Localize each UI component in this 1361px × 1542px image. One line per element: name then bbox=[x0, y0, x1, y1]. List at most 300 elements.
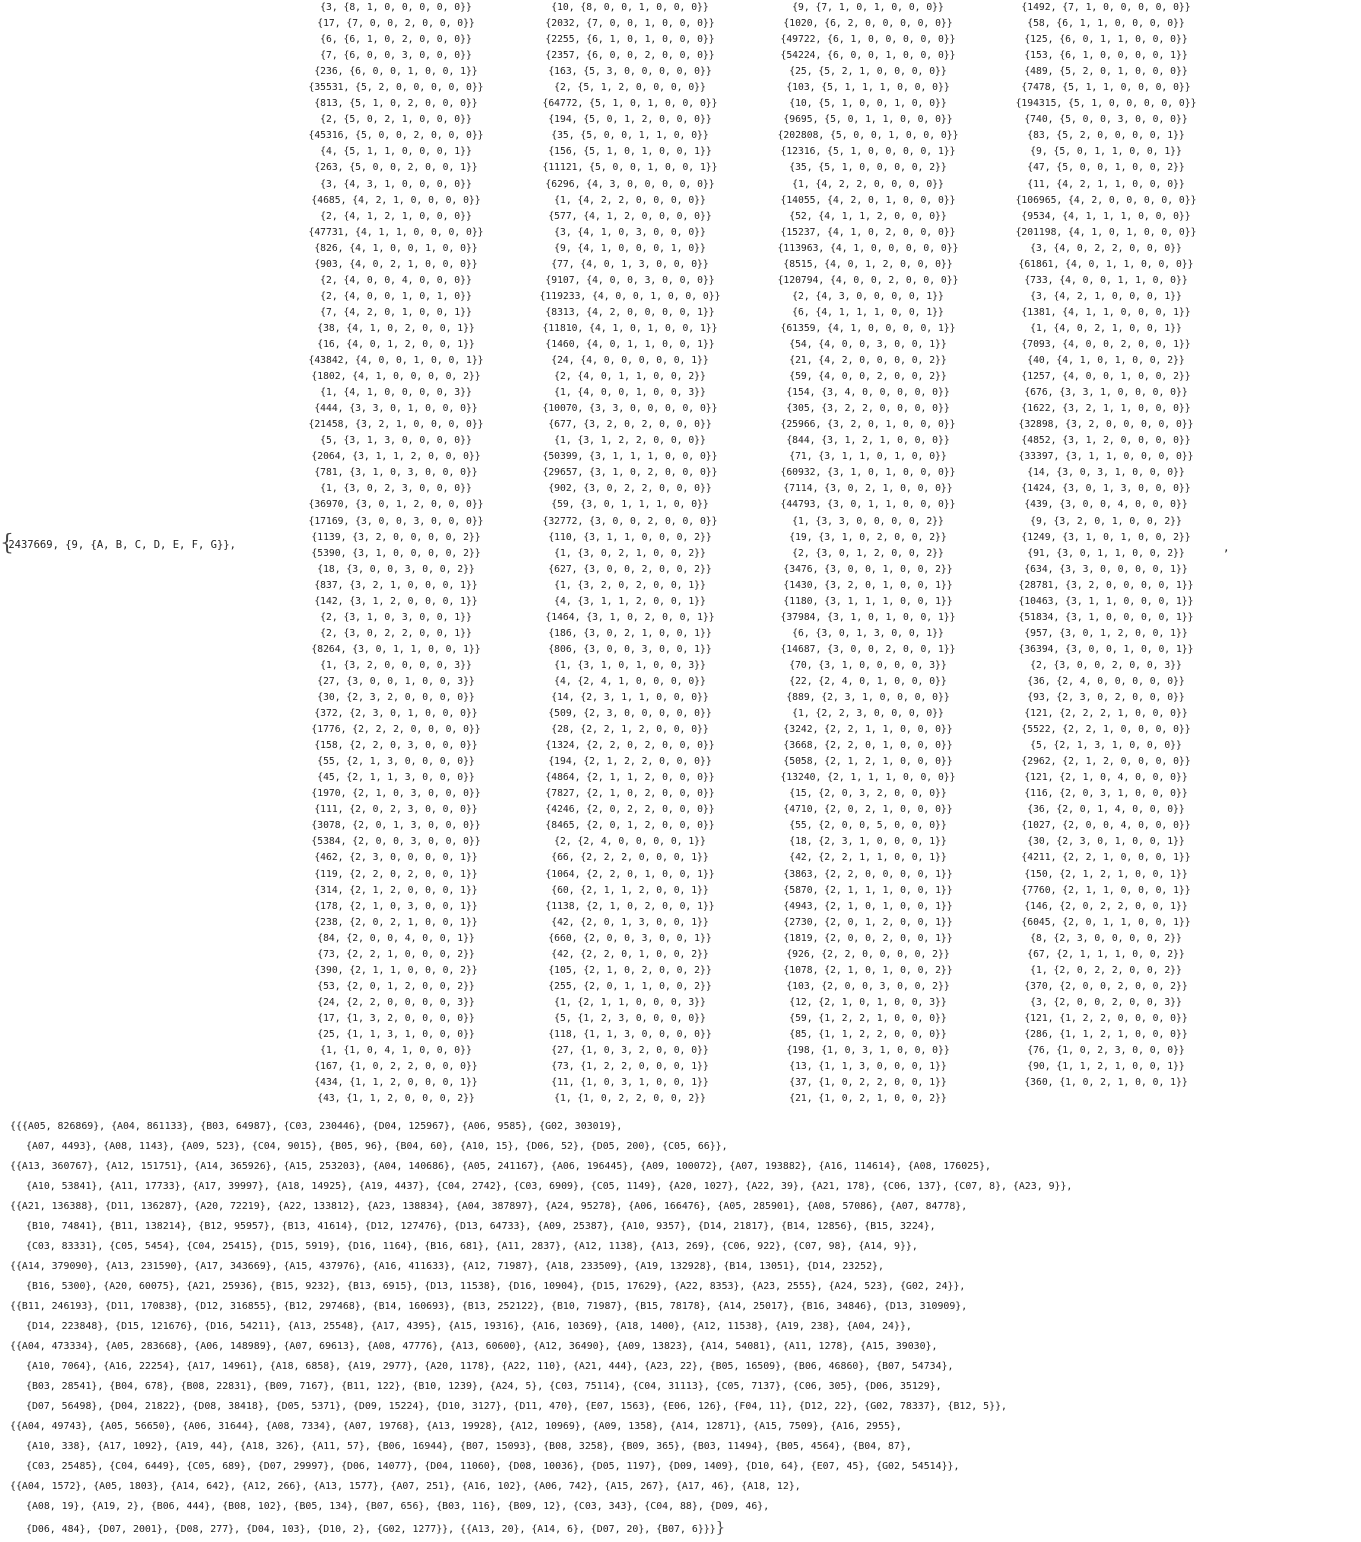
matrix-cell: {1064, {2, 2, 0, 1, 0, 0, 1}} bbox=[545, 868, 715, 880]
matrix-cell: {2064, {3, 1, 1, 2, 0, 0, 0}} bbox=[311, 451, 481, 463]
matrix-cell: {8, {2, 3, 0, 0, 0, 0, 2}} bbox=[1030, 932, 1182, 944]
matrix-cell: {1, {2, 2, 3, 0, 0, 0, 0}} bbox=[792, 708, 944, 720]
matrix-cell: {4211, {2, 2, 1, 0, 0, 0, 1}} bbox=[1021, 852, 1191, 864]
matrix-cell: {67, {2, 1, 1, 1, 0, 0, 2}} bbox=[1027, 948, 1185, 960]
matrix-cell: {5390, {3, 1, 0, 0, 0, 0, 2}} bbox=[311, 547, 481, 559]
result-line-text: {A10, 338}, {A17, 1092}, {A19, 44}, {A18, 326}, {A11, 57}, {B06, 16944}, {B07, 15093}, {B08, 3258}, {B09, 365}, {B03, 11494}, {B05, 4564}, {B04, 87}, bbox=[26, 1441, 912, 1452]
matrix-cell: {194315, {5, 1, 0, 0, 0, 0, 0}} bbox=[1015, 98, 1197, 110]
matrix-cell: {844, {3, 1, 2, 1, 0, 0, 0}} bbox=[786, 435, 950, 447]
matrix-cell: {509, {2, 3, 0, 0, 0, 0, 0}} bbox=[548, 708, 712, 720]
matrix-cell: {5, {1, 2, 3, 0, 0, 0, 0}} bbox=[554, 1012, 706, 1024]
matrix-cell: {14055, {4, 2, 0, 1, 0, 0, 0}} bbox=[780, 194, 956, 206]
matrix-cell: {902, {3, 0, 2, 2, 0, 0, 0}} bbox=[548, 483, 712, 495]
matrix-cell: {1138, {2, 1, 0, 2, 0, 0, 1}} bbox=[545, 900, 715, 912]
matrix-cell: {17, {7, 0, 0, 2, 0, 0, 0}} bbox=[317, 18, 475, 30]
matrix-cell: {47, {5, 0, 0, 1, 0, 0, 2}} bbox=[1027, 162, 1185, 174]
matrix-cell: {11810, {4, 1, 0, 1, 0, 0, 1}} bbox=[542, 322, 718, 334]
matrix-cell: {158, {2, 2, 0, 3, 0, 0, 0}} bbox=[314, 740, 478, 752]
matrix-cell: {38, {4, 1, 0, 2, 0, 0, 1}} bbox=[317, 322, 475, 334]
matrix-cell: {119233, {4, 0, 0, 1, 0, 0, 0}} bbox=[539, 290, 721, 302]
matrix-cell: {121, {2, 1, 0, 4, 0, 0, 0}} bbox=[1024, 772, 1188, 784]
matrix-cell: {9, {7, 1, 0, 1, 0, 0, 0}} bbox=[792, 2, 944, 13]
matrix-cell: {15237, {4, 1, 0, 2, 0, 0, 0}} bbox=[780, 226, 956, 238]
result-line bbox=[10, 1517, 1358, 1537]
matrix-cell: {462, {2, 3, 0, 0, 0, 0, 1}} bbox=[314, 852, 478, 864]
matrix-cell: {25966, {3, 2, 0, 1, 0, 0, 0}} bbox=[780, 419, 956, 431]
matrix-cell: {58, {6, 1, 1, 0, 0, 0, 0}} bbox=[1027, 18, 1185, 30]
matrix-cell: {43842, {4, 0, 0, 1, 0, 0, 1}} bbox=[308, 355, 484, 367]
matrix-cell: {3, {4, 0, 2, 2, 0, 0, 0}} bbox=[1030, 242, 1182, 254]
matrix-cell: {32898, {3, 2, 0, 0, 0, 0, 0}} bbox=[1018, 419, 1194, 431]
result-line-text: {B10, 74841}, {B11, 138214}, {B12, 95957}, {B13, 41614}, {D12, 127476}, {D13, 64733}, {A09, 25387}, {A10, 9357}, {D14, 21817}, {B14, 12856}, {B15, 3224}, bbox=[26, 1221, 936, 1232]
matrix-cell: {1, {3, 0, 2, 1, 0, 0, 2}} bbox=[554, 547, 706, 559]
matrix-cell: {4246, {2, 0, 2, 2, 0, 0, 0}} bbox=[545, 804, 715, 816]
matrix-cell: {118, {1, 1, 3, 0, 0, 0, 0}} bbox=[548, 1029, 712, 1040]
matrix-cell: {61359, {4, 1, 0, 0, 0, 0, 1}} bbox=[780, 322, 956, 334]
result-line bbox=[10, 1137, 1358, 1157]
matrix-cell: {53, {2, 0, 1, 2, 0, 0, 2}} bbox=[317, 980, 475, 992]
matrix-cell: {1020, {6, 2, 0, 0, 0, 0, 0}} bbox=[783, 18, 953, 30]
matrix-cell: {4685, {4, 2, 1, 0, 0, 0, 0}} bbox=[311, 194, 481, 206]
matrix-cell: {13240, {2, 1, 1, 1, 0, 0, 0}} bbox=[780, 772, 956, 784]
matrix-cell: {7093, {4, 0, 0, 2, 0, 0, 1}} bbox=[1021, 338, 1191, 350]
matrix-cell: {957, {3, 0, 1, 2, 0, 0, 1}} bbox=[1024, 627, 1188, 639]
matrix-cell: {2730, {2, 0, 1, 2, 0, 0, 1}} bbox=[783, 916, 953, 928]
matrix-cell: {1, {4, 0, 0, 1, 0, 0, 3}} bbox=[554, 387, 706, 399]
matrix-cell: {150, {2, 1, 2, 1, 0, 0, 1}} bbox=[1024, 868, 1188, 880]
matrix-cell: {186, {3, 0, 2, 1, 0, 0, 1}} bbox=[548, 627, 712, 639]
matrix-cell: {740, {5, 0, 0, 3, 0, 0, 0}} bbox=[1024, 114, 1188, 126]
matrix-cell: {1, {1, 0, 2, 2, 0, 0, 2}} bbox=[554, 1093, 706, 1105]
matrix-cell: {153, {6, 1, 0, 0, 0, 0, 1}} bbox=[1024, 50, 1188, 62]
matrix-cell: {10, {5, 1, 0, 0, 1, 0, 0}} bbox=[789, 98, 947, 110]
result-line-text: {{A04, 49743}, {A05, 56650}, {A06, 31644}, {A08, 7334}, {A07, 19768}, {A13, 19928}, {A12, 10969}, {A09, 1358}, {A14, 12871}, {A15, 7509}, {A16, 2955}, bbox=[10, 1421, 902, 1432]
trailing-comma: , bbox=[1223, 541, 1230, 554]
matrix-cell: {1078, {2, 1, 0, 1, 0, 0, 2}} bbox=[783, 964, 953, 976]
result-line bbox=[10, 1157, 1358, 1177]
result-line bbox=[10, 1217, 1358, 1237]
matrix-cell: {22, {2, 4, 0, 1, 0, 0, 0}} bbox=[789, 675, 947, 687]
matrix-cell: {111, {2, 0, 2, 3, 0, 0, 0}} bbox=[314, 804, 478, 816]
result-line bbox=[10, 1177, 1358, 1197]
matrix-cell: {93, {2, 3, 0, 2, 0, 0, 0}} bbox=[1027, 692, 1185, 704]
matrix-cell: {2962, {2, 1, 2, 0, 0, 0, 0}} bbox=[1021, 756, 1191, 768]
matrix-cell: {14, {2, 3, 1, 1, 0, 0, 0}} bbox=[551, 692, 709, 704]
matrix-cell: {14687, {3, 0, 0, 2, 0, 0, 1}} bbox=[780, 643, 956, 655]
matrix-cell: {21, {1, 0, 2, 1, 0, 0, 2}} bbox=[789, 1093, 947, 1105]
matrix-cell: {4864, {2, 1, 1, 2, 0, 0, 0}} bbox=[545, 772, 715, 784]
result-line bbox=[10, 1437, 1358, 1457]
result-line bbox=[10, 1477, 1358, 1497]
matrix-cell: {2, {4, 1, 2, 1, 0, 0, 0}} bbox=[320, 210, 472, 222]
matrix-cell: {7478, {5, 1, 1, 0, 0, 0, 0}} bbox=[1021, 82, 1191, 94]
matrix-cell: {2, {3, 0, 2, 2, 0, 0, 1}} bbox=[320, 627, 472, 639]
matrix-cell: {263, {5, 0, 0, 2, 0, 0, 1}} bbox=[314, 162, 478, 174]
matrix-cell: {15, {2, 0, 3, 2, 0, 0, 0}} bbox=[789, 788, 947, 800]
matrix-cell: {1257, {4, 0, 0, 1, 0, 0, 2}} bbox=[1021, 371, 1191, 383]
matrix-cell: {49722, {6, 1, 0, 0, 0, 0, 0}} bbox=[780, 34, 956, 46]
matrix-cell: {2, {5, 0, 2, 1, 0, 0, 0}} bbox=[320, 114, 472, 126]
matrix-cell: {2, {4, 0, 1, 1, 0, 0, 2}} bbox=[554, 371, 706, 383]
matrix-cell: {71, {3, 1, 1, 0, 1, 0, 0}} bbox=[789, 451, 947, 463]
matrix-cell: {125, {6, 0, 1, 1, 0, 0, 0}} bbox=[1024, 34, 1188, 46]
result-line bbox=[10, 1297, 1358, 1317]
open-brace: { bbox=[0, 531, 14, 556]
matrix-cell: {194, {5, 0, 1, 2, 0, 0, 0}} bbox=[548, 114, 712, 126]
matrix-cell: {634, {3, 3, 0, 0, 0, 0, 1}} bbox=[1024, 563, 1188, 575]
matrix-cell: {4852, {3, 1, 2, 0, 0, 0, 0}} bbox=[1021, 435, 1191, 447]
matrix-cell: {90, {1, 1, 2, 1, 0, 0, 1}} bbox=[1027, 1061, 1185, 1073]
matrix-cell: {37984, {3, 1, 0, 1, 0, 0, 1}} bbox=[780, 611, 956, 623]
matrix-cell: {1, {4, 0, 2, 1, 0, 0, 1}} bbox=[1030, 322, 1182, 334]
matrix-cell: {6, {4, 1, 1, 1, 0, 0, 1}} bbox=[792, 306, 944, 318]
matrix-cell: {64772, {5, 1, 0, 1, 0, 0, 0}} bbox=[542, 98, 718, 110]
matrix-cell: {1027, {2, 0, 0, 4, 0, 0, 0}} bbox=[1021, 820, 1191, 832]
matrix-cell: {7114, {3, 0, 2, 1, 0, 0, 0}} bbox=[783, 483, 953, 495]
matrix-cell: {1, {4, 2, 2, 0, 0, 0, 0}} bbox=[792, 178, 944, 190]
matrix-cell: {1424, {3, 0, 1, 3, 0, 0, 0}} bbox=[1021, 483, 1191, 495]
matrix-cell: {91, {3, 0, 1, 1, 0, 0, 2}} bbox=[1027, 547, 1185, 559]
result-line-text: {C03, 25485}, {C04, 6449}, {C05, 689}, {D07, 29997}, {D06, 14077}, {D04, 11060}, {D08, 10036}, {D05, 1197}, {D09, 1409}, {D10, 64}, {E07, 45}, {G02, 54514}}, bbox=[26, 1461, 960, 1472]
matrix-cell: {18, {3, 0, 0, 3, 0, 0, 2}} bbox=[317, 563, 475, 575]
matrix-cell: {163, {5, 3, 0, 0, 0, 0, 0}} bbox=[548, 66, 712, 78]
matrix-cell: {813, {5, 1, 0, 2, 0, 0, 0}} bbox=[314, 98, 478, 110]
matrix-cell: {60, {2, 1, 1, 2, 0, 0, 1}} bbox=[551, 884, 709, 896]
matrix-cell: {32772, {3, 0, 0, 2, 0, 0, 0}} bbox=[542, 515, 718, 527]
matrix-cell: {76, {1, 0, 2, 3, 0, 0, 0}} bbox=[1027, 1045, 1185, 1057]
matrix-cell: {25, {1, 1, 3, 1, 0, 0, 0}} bbox=[317, 1029, 475, 1040]
matrix-cell: {2, {5, 1, 2, 0, 0, 0, 0}} bbox=[554, 82, 706, 94]
matrix-cell: {660, {2, 0, 0, 3, 0, 0, 1}} bbox=[548, 932, 712, 944]
result-line bbox=[10, 1257, 1358, 1277]
matrix-cell: {11, {4, 2, 1, 1, 0, 0, 0}} bbox=[1027, 178, 1185, 190]
matrix-cell: {30, {2, 3, 0, 1, 0, 0, 1}} bbox=[1027, 836, 1185, 848]
result-line bbox=[10, 1497, 1358, 1517]
matrix-cell: {3, {2, 0, 0, 2, 0, 0, 3}} bbox=[1030, 996, 1182, 1008]
matrix-cell: {103, {5, 1, 1, 1, 0, 0, 0}} bbox=[786, 82, 950, 94]
matrix-cell: {3, {4, 3, 1, 0, 0, 0, 0}} bbox=[320, 178, 472, 190]
result-line bbox=[10, 1457, 1358, 1477]
matrix-cell: {1430, {3, 2, 0, 1, 0, 0, 1}} bbox=[783, 579, 953, 591]
matrix-cell: {6296, {4, 3, 0, 0, 0, 0, 0}} bbox=[545, 178, 715, 190]
matrix-cell: {1, {2, 0, 2, 2, 0, 0, 2}} bbox=[1030, 964, 1182, 976]
result-line bbox=[10, 1417, 1358, 1437]
matrix-cell: {444, {3, 3, 0, 1, 0, 0, 0}} bbox=[314, 403, 478, 415]
matrix-cell: {2, {4, 3, 0, 0, 0, 0, 1}} bbox=[792, 290, 944, 302]
matrix-cell: {676, {3, 3, 1, 0, 0, 0, 0}} bbox=[1024, 387, 1188, 399]
matrix-cell: {1324, {2, 2, 0, 2, 0, 0, 0}} bbox=[545, 740, 715, 752]
matrix-cell: {47731, {4, 1, 1, 0, 0, 0, 0}} bbox=[308, 226, 484, 238]
matrix-cell: {103, {2, 0, 0, 3, 0, 0, 2}} bbox=[786, 980, 950, 992]
matrix-cell: {1249, {3, 1, 0, 1, 0, 0, 2}} bbox=[1021, 531, 1191, 543]
matrix-cell: {6, {3, 0, 1, 3, 0, 0, 1}} bbox=[792, 627, 944, 639]
matrix-cell: {121, {1, 2, 2, 0, 0, 0, 0}} bbox=[1024, 1012, 1188, 1024]
matrix-cell: {28, {2, 2, 1, 2, 0, 0, 0}} bbox=[551, 724, 709, 736]
matrix-cell: {30, {2, 3, 2, 0, 0, 0, 0}} bbox=[317, 692, 475, 704]
matrix-cell: {1776, {2, 2, 2, 0, 0, 0, 0}} bbox=[311, 724, 481, 736]
matrix-cell: {201198, {4, 1, 0, 1, 0, 0, 0}} bbox=[1015, 226, 1197, 238]
matrix-cell: {40, {4, 1, 0, 1, 0, 0, 2}} bbox=[1027, 355, 1185, 367]
matrix-cell: {4943, {2, 1, 0, 1, 0, 0, 1}} bbox=[783, 900, 953, 912]
matrix-cell: {903, {4, 0, 2, 1, 0, 0, 0}} bbox=[314, 258, 478, 270]
matrix-cell: {733, {4, 0, 0, 1, 1, 0, 0}} bbox=[1024, 274, 1188, 286]
matrix-cell: {59, {4, 0, 0, 2, 0, 0, 2}} bbox=[789, 371, 947, 383]
matrix-cell: {7760, {2, 1, 1, 0, 0, 0, 1}} bbox=[1021, 884, 1191, 896]
matrix-cell: {42, {2, 2, 1, 1, 0, 0, 1}} bbox=[789, 852, 947, 864]
matrix-cell: {36, {2, 4, 0, 0, 0, 0, 0}} bbox=[1027, 675, 1185, 687]
matrix-cell: {238, {2, 0, 2, 1, 0, 0, 1}} bbox=[314, 916, 478, 928]
matrix-cell: {60932, {3, 1, 0, 1, 0, 0, 0}} bbox=[780, 467, 956, 479]
matrix-cell: {9, {5, 0, 1, 1, 0, 0, 1}} bbox=[1030, 146, 1182, 158]
matrix-cell: {1, {2, 1, 1, 0, 0, 0, 3}} bbox=[554, 996, 706, 1008]
matrix-cell: {121, {2, 2, 2, 1, 0, 0, 0}} bbox=[1024, 708, 1188, 720]
matrix-cell: {5384, {2, 0, 0, 3, 0, 0, 0}} bbox=[311, 836, 481, 848]
matrix-cell: {439, {3, 0, 0, 4, 0, 0, 0}} bbox=[1024, 499, 1188, 511]
matrix-cell: {2, {2, 4, 0, 0, 0, 0, 1}} bbox=[554, 836, 706, 848]
matrix-cell: {627, {3, 0, 0, 2, 0, 0, 2}} bbox=[548, 563, 712, 575]
matrix-cell: {154, {3, 4, 0, 0, 0, 0, 0}} bbox=[786, 387, 950, 399]
matrix-cell: {9, {3, 2, 0, 1, 0, 0, 2}} bbox=[1030, 515, 1182, 527]
matrix-cell: {77, {4, 0, 1, 3, 0, 0, 0}} bbox=[551, 258, 709, 270]
matrix-cell: {36, {2, 0, 1, 4, 0, 0, 0}} bbox=[1027, 804, 1185, 816]
result-line-text: {B03, 28541}, {B04, 678}, {B08, 22831}, {B09, 7167}, {B11, 122}, {B10, 1239}, {A24, 5}, {C03, 75114}, {C04, 31113}, {C05, 7137}, {C06, 305}, {D06, 35129}, bbox=[26, 1381, 942, 1392]
matrix-cell: {9, {4, 1, 0, 0, 0, 1, 0}} bbox=[554, 242, 706, 254]
result-line-text: {{B11, 246193}, {D11, 170838}, {D12, 316855}, {B12, 297468}, {B14, 160693}, {B13, 252122}, {B10, 71987}, {B15, 78178}, {A14, 25017}, {B16, 34846}, {D13, 310909}, bbox=[10, 1301, 968, 1312]
matrix-cell: {59, {3, 0, 1, 1, 1, 0, 0}} bbox=[551, 499, 709, 511]
result-line-text: {A07, 4493}, {A08, 1143}, {A09, 523}, {C04, 9015}, {B05, 96}, {B04, 60}, {A10, 15}, {D06, 52}, {D05, 200}, {C05, 66}}, bbox=[26, 1141, 728, 1152]
matrix-cell: {198, {1, 0, 3, 1, 0, 0, 0}} bbox=[786, 1045, 950, 1057]
matrix-cell: {1180, {3, 1, 1, 1, 0, 0, 1}} bbox=[783, 595, 953, 607]
matrix-cell: {372, {2, 3, 0, 1, 0, 0, 0}} bbox=[314, 708, 478, 720]
matrix-cell: {2, {3, 1, 0, 3, 0, 0, 1}} bbox=[320, 611, 472, 623]
matrix-column-4 bbox=[1016, 0, 1197, 1091]
matrix-cell: {1492, {7, 1, 0, 0, 0, 0, 0}} bbox=[1021, 2, 1191, 13]
matrix-cell: {6045, {2, 0, 1, 1, 0, 0, 1}} bbox=[1021, 916, 1191, 928]
close-brace: } bbox=[715, 1518, 726, 1536]
result-line-text: {C03, 83331}, {C05, 5454}, {C04, 25415}, {D15, 5919}, {D16, 1164}, {B16, 681}, {A11, 2837}, {A12, 1138}, {A13, 269}, {C06, 922}, {C07, 98}, {A14, 9}}, bbox=[26, 1241, 918, 1252]
matrix-cell: {370, {2, 0, 0, 2, 0, 0, 2}} bbox=[1024, 980, 1188, 992]
matrix-cell: {1622, {3, 2, 1, 1, 0, 0, 0}} bbox=[1021, 403, 1191, 415]
result-line-text: {D07, 56498}, {D04, 21822}, {D08, 38418}, {D05, 5371}, {D09, 15224}, {D10, 3127}, {D11, 470}, {E07, 1563}, {E06, 126}, {F04, 11}, {D12, 22}, {G02, 78337}, {B12, 5}}, bbox=[26, 1401, 1007, 1412]
matrix-cell: {45316, {5, 0, 0, 2, 0, 0, 0}} bbox=[308, 130, 484, 142]
matrix-cell: {3476, {3, 0, 0, 1, 0, 0, 2}} bbox=[783, 563, 953, 575]
matrix-cell: {8515, {4, 0, 1, 2, 0, 0, 0}} bbox=[783, 258, 953, 270]
result-line-text: {{A04, 473334}, {A05, 283668}, {A06, 148989}, {A07, 69613}, {A08, 47776}, {A13, 60600}, {A12, 36490}, {A09, 13823}, {A14, 54081}, {A11, 1278}, {A15, 39030}, bbox=[10, 1341, 938, 1352]
matrix-cell: {305, {3, 2, 2, 0, 0, 0, 0}} bbox=[786, 403, 950, 415]
matrix-cell: {27, {1, 0, 3, 2, 0, 0, 0}} bbox=[551, 1045, 709, 1057]
result-line-text: {{A04, 1572}, {A05, 1803}, {A14, 642}, {A12, 266}, {A13, 1577}, {A07, 251}, {A16, 102}, {A06, 742}, {A15, 267}, {A17, 46}, {A18, 12}, bbox=[10, 1481, 801, 1492]
matrix-cell: {45, {2, 1, 1, 3, 0, 0, 0}} bbox=[317, 772, 475, 784]
matrix-cell: {489, {5, 2, 0, 1, 0, 0, 0}} bbox=[1024, 66, 1188, 78]
matrix-cell: {110, {3, 1, 1, 0, 0, 0, 2}} bbox=[548, 531, 712, 543]
result-line bbox=[10, 1237, 1358, 1257]
matrix-cell: {13, {1, 1, 3, 0, 0, 0, 1}} bbox=[789, 1061, 947, 1073]
matrix-cell: {73, {1, 2, 2, 0, 0, 0, 1}} bbox=[551, 1061, 709, 1073]
matrix-cell: {1970, {2, 1, 0, 3, 0, 0, 0}} bbox=[311, 788, 481, 800]
result-line-text: {B16, 5300}, {A20, 60075}, {A21, 25936}, {B15, 9232}, {B13, 6915}, {D13, 11538}, {D16, 10904}, {D15, 17629}, {A22, 8353}, {A23, 2555}, {A24, 523}, {G02, 24}}, bbox=[26, 1281, 966, 1292]
result-line-text: {A10, 53841}, {A11, 17733}, {A17, 39997}, {A18, 14925}, {A19, 4437}, {C04, 2742}, {C03, 6909}, {C05, 1149}, {A20, 1027}, {A22, 39}, {A21, 178}, {C06, 137}, {C07, 8}, {A23, 9}}, bbox=[26, 1181, 1073, 1192]
matrix-cell: {3, {4, 1, 0, 3, 0, 0, 0}} bbox=[554, 226, 706, 238]
result-line-text: {{A13, 360767}, {A12, 151751}, {A14, 365926}, {A15, 253203}, {A04, 140686}, {A05, 241167}, {A06, 196445}, {A09, 100072}, {A07, 193882}, {A16, 114614}, {A08, 176025}, bbox=[10, 1161, 991, 1172]
matrix-column-3 bbox=[778, 0, 959, 1107]
matrix-cell: {194, {2, 1, 2, 2, 0, 0, 0}} bbox=[548, 756, 712, 768]
result-line-text: {A08, 19}, {A19, 2}, {B06, 444}, {B08, 102}, {B05, 134}, {B07, 656}, {B03, 116}, {B09, 12}, {C03, 343}, {C04, 88}, {D09, 46}, bbox=[26, 1501, 770, 1512]
result-line bbox=[10, 1117, 1358, 1137]
matrix-cell: {286, {1, 1, 2, 1, 0, 0, 0}} bbox=[1024, 1029, 1188, 1040]
matrix-cell: {9107, {4, 0, 0, 3, 0, 0, 0}} bbox=[545, 274, 715, 286]
matrix-cell: {781, {3, 1, 0, 3, 0, 0, 0}} bbox=[314, 467, 478, 479]
matrix-cell: {360, {1, 0, 2, 1, 0, 0, 1}} bbox=[1024, 1077, 1188, 1089]
matrix-cell: {42, {2, 2, 0, 1, 0, 0, 2}} bbox=[551, 948, 709, 960]
matrix-cell: {50399, {3, 1, 1, 1, 0, 0, 0}} bbox=[542, 451, 718, 463]
matrix-cell: {66, {2, 2, 2, 0, 0, 0, 1}} bbox=[551, 852, 709, 864]
matrix-cell: {3668, {2, 2, 0, 1, 0, 0, 0}} bbox=[783, 740, 953, 752]
matrix-cell: {1, {4, 2, 2, 0, 0, 0, 0}} bbox=[554, 194, 706, 206]
result-line bbox=[10, 1197, 1358, 1217]
matrix-cell: {10463, {3, 1, 1, 0, 0, 0, 1}} bbox=[1018, 595, 1194, 607]
matrix-cell: {25, {5, 2, 1, 0, 0, 0, 0}} bbox=[789, 66, 947, 78]
result-line-text: {{A14, 379090}, {A13, 231590}, {A17, 343669}, {A15, 437976}, {A16, 411633}, {A12, 71987}, {A18, 233509}, {A19, 132928}, {B14, 13051}, {D14, 23252}, bbox=[10, 1261, 884, 1272]
prefix-text: 2437669, {9, {A, B, C, D, E, F, G}}, bbox=[8, 539, 236, 551]
matrix-cell: {806, {3, 0, 0, 3, 0, 0, 1}} bbox=[548, 643, 712, 655]
matrix-cell: {178, {2, 1, 0, 3, 0, 0, 1}} bbox=[314, 900, 478, 912]
matrix-cell: {16, {4, 0, 1, 2, 0, 0, 1}} bbox=[317, 338, 475, 350]
matrix-cell: {21458, {3, 2, 1, 0, 0, 0, 0}} bbox=[308, 419, 484, 431]
matrix-cell: {55, {2, 1, 3, 0, 0, 0, 0}} bbox=[317, 756, 475, 768]
matrix-cell: {21, {4, 2, 0, 0, 0, 0, 2}} bbox=[789, 355, 947, 367]
matrix-cell: {4710, {2, 0, 2, 1, 0, 0, 0}} bbox=[783, 804, 953, 816]
matrix-cell: {11, {1, 0, 3, 1, 0, 0, 1}} bbox=[551, 1077, 709, 1089]
matrix-cell: {6, {6, 1, 0, 2, 0, 0, 0}} bbox=[320, 34, 472, 46]
matrix-cell: {27, {3, 0, 0, 1, 0, 0, 3}} bbox=[317, 675, 475, 687]
matrix-cell: {105, {2, 1, 0, 2, 0, 0, 2}} bbox=[548, 964, 712, 976]
result-line bbox=[10, 1397, 1358, 1417]
matrix-cell: {2, {4, 0, 0, 4, 0, 0, 0}} bbox=[320, 274, 472, 286]
matrix-cell: {2255, {6, 1, 0, 1, 0, 0, 0}} bbox=[545, 34, 715, 46]
matrix-cell: {1, {3, 2, 0, 0, 0, 0, 3}} bbox=[320, 659, 472, 671]
matrix-cell: {36394, {3, 0, 0, 1, 0, 0, 1}} bbox=[1018, 643, 1194, 655]
matrix-cell: {119, {2, 2, 0, 2, 0, 0, 1}} bbox=[314, 868, 478, 880]
matrix-cell: {3863, {2, 2, 0, 0, 0, 0, 1}} bbox=[783, 868, 953, 880]
matrix-cell: {12, {2, 1, 0, 1, 0, 0, 3}} bbox=[789, 996, 947, 1008]
matrix-cell: {1460, {4, 0, 1, 1, 0, 0, 1}} bbox=[545, 338, 715, 350]
result-line-text: {D06, 484}, {D07, 2001}, {D08, 277}, {D04, 103}, {D10, 2}, {G02, 1277}}, {{A13, 20}, {A14, 6}, {D07, 20}, {B07, 6}}} bbox=[26, 1524, 716, 1535]
matrix-cell: {837, {3, 2, 1, 0, 0, 0, 1}} bbox=[314, 579, 478, 591]
result-line bbox=[10, 1277, 1358, 1297]
matrix-cell: {17169, {3, 0, 0, 3, 0, 0, 0}} bbox=[308, 515, 484, 527]
matrix-cell: {1, {3, 2, 0, 2, 0, 0, 1}} bbox=[554, 579, 706, 591]
matrix-cell: {70, {3, 1, 0, 0, 0, 0, 3}} bbox=[789, 659, 947, 671]
matrix-cell: {51834, {3, 1, 0, 0, 0, 0, 1}} bbox=[1018, 611, 1194, 623]
matrix-cell: {3242, {2, 2, 1, 1, 0, 0, 0}} bbox=[783, 724, 953, 736]
matrix-cell: {18, {2, 3, 1, 0, 0, 0, 1}} bbox=[789, 836, 947, 848]
matrix-cell: {84, {2, 0, 0, 4, 0, 0, 1}} bbox=[317, 932, 475, 944]
matrix-cell: {14, {3, 0, 3, 1, 0, 0, 0}} bbox=[1027, 467, 1185, 479]
matrix-cell: {10070, {3, 3, 0, 0, 0, 0, 0}} bbox=[542, 403, 718, 415]
matrix-cell: {3, {4, 2, 1, 0, 0, 0, 1}} bbox=[1030, 290, 1182, 302]
result-list bbox=[10, 1117, 1358, 1537]
matrix-cell: {236, {6, 0, 0, 1, 0, 0, 1}} bbox=[314, 66, 478, 78]
matrix-cell: {8264, {3, 0, 1, 1, 0, 0, 1}} bbox=[311, 643, 481, 655]
matrix-cell: {19, {3, 1, 0, 2, 0, 0, 2}} bbox=[789, 531, 947, 543]
matrix-cell: {1, {1, 0, 4, 1, 0, 0, 0}} bbox=[320, 1045, 472, 1057]
matrix-cell: {9534, {4, 1, 1, 1, 0, 0, 0}} bbox=[1021, 210, 1191, 222]
result-line bbox=[10, 1317, 1358, 1337]
result-line bbox=[10, 1377, 1358, 1397]
matrix-cell: {3, {8, 1, 0, 0, 0, 0, 0}} bbox=[320, 2, 472, 13]
matrix-cell: {59, {1, 2, 2, 1, 0, 0, 0}} bbox=[789, 1012, 947, 1024]
matrix-cell: {1819, {2, 0, 0, 2, 0, 0, 1}} bbox=[783, 932, 953, 944]
matrix-cell: {5058, {2, 1, 2, 1, 0, 0, 0}} bbox=[783, 756, 953, 768]
matrix-cell: {54, {4, 0, 0, 3, 0, 0, 1}} bbox=[789, 338, 947, 350]
matrix-cell: {146, {2, 0, 2, 2, 0, 0, 1}} bbox=[1024, 900, 1188, 912]
matrix-cell: {8465, {2, 0, 1, 2, 0, 0, 0}} bbox=[545, 820, 715, 832]
matrix-cell: {4, {5, 1, 1, 0, 0, 0, 1}} bbox=[320, 146, 472, 158]
result-line-text: {A10, 7064}, {A16, 22254}, {A17, 14961}, {A18, 6858}, {A19, 2977}, {A20, 1178}, {A22, 110}, {A21, 444}, {A23, 22}, {B05, 16509}, {B06, 46860}, {B07, 54734}, bbox=[26, 1361, 954, 1372]
matrix-cell: {12316, {5, 1, 0, 0, 0, 0, 1}} bbox=[780, 146, 956, 158]
matrix-cell: {255, {2, 0, 1, 1, 0, 0, 2}} bbox=[548, 980, 712, 992]
matrix-cell: {577, {4, 1, 2, 0, 0, 0, 0}} bbox=[548, 210, 712, 222]
matrix-cell: {9695, {5, 0, 1, 1, 0, 0, 0}} bbox=[783, 114, 953, 126]
matrix-cell: {10, {8, 0, 0, 1, 0, 0, 0}} bbox=[551, 2, 709, 13]
matrix-cell: {106965, {4, 2, 0, 0, 0, 0, 0}} bbox=[1015, 194, 1197, 206]
matrix-cell: {7827, {2, 1, 0, 2, 0, 0, 0}} bbox=[545, 788, 715, 800]
matrix-cell: {1, {4, 1, 0, 0, 0, 0, 3}} bbox=[320, 387, 472, 399]
matrix-cell: {677, {3, 2, 0, 2, 0, 0, 0}} bbox=[548, 419, 712, 431]
matrix-cell: {7, {4, 2, 0, 1, 0, 0, 1}} bbox=[320, 306, 472, 318]
matrix-cell: {5870, {2, 1, 1, 1, 0, 0, 1}} bbox=[783, 884, 953, 896]
matrix-cell: {2, {3, 0, 0, 2, 0, 0, 3}} bbox=[1030, 659, 1182, 671]
matrix-cell: {113963, {4, 1, 0, 0, 0, 0, 0}} bbox=[777, 242, 959, 254]
matrix-cell: {17, {1, 3, 2, 0, 0, 0, 0}} bbox=[317, 1012, 475, 1024]
matrix-cell: {35, {5, 0, 0, 1, 1, 0, 0}} bbox=[551, 130, 709, 142]
matrix-cell: {4, {2, 4, 1, 0, 0, 0, 0}} bbox=[554, 675, 706, 687]
matrix-cell: {7, {6, 0, 0, 3, 0, 0, 0}} bbox=[320, 50, 472, 62]
matrix-column-2 bbox=[540, 0, 721, 1107]
matrix-cell: {3078, {2, 0, 1, 3, 0, 0, 0}} bbox=[311, 820, 481, 832]
matrix-cell: {37, {1, 0, 2, 2, 0, 0, 1}} bbox=[789, 1077, 947, 1089]
matrix-cell: {889, {2, 3, 1, 0, 0, 0, 0}} bbox=[786, 692, 950, 704]
matrix-cell: {1, {3, 3, 0, 0, 0, 0, 2}} bbox=[792, 515, 944, 527]
matrix-cell: {1, {3, 0, 2, 3, 0, 0, 0}} bbox=[320, 483, 472, 495]
matrix-cell: {1381, {4, 1, 1, 0, 0, 0, 1}} bbox=[1021, 306, 1191, 318]
prefix-expression bbox=[2, 537, 236, 553]
matrix-cell: {390, {2, 1, 1, 0, 0, 0, 2}} bbox=[314, 964, 478, 976]
matrix-cell: {35, {5, 1, 0, 0, 0, 0, 2}} bbox=[789, 162, 947, 174]
matrix-cell: {54224, {6, 0, 0, 1, 0, 0, 0}} bbox=[780, 50, 956, 62]
matrix-cell: {44793, {3, 0, 1, 1, 0, 0, 0}} bbox=[780, 499, 956, 511]
matrix-cell: {1464, {3, 1, 0, 2, 0, 0, 1}} bbox=[545, 611, 715, 623]
matrix-cell: {156, {5, 1, 0, 1, 0, 0, 1}} bbox=[548, 146, 712, 158]
matrix-cell: {85, {1, 1, 2, 2, 0, 0, 0}} bbox=[789, 1029, 947, 1040]
result-line-text: {{A21, 136388}, {D11, 136287}, {A20, 72219}, {A22, 133812}, {A23, 138834}, {A04, 387897}, {A24, 95278}, {A06, 166476}, {A05, 285901}, {A08, 57086}, {A07, 84778}, bbox=[10, 1201, 968, 1212]
matrix-cell: {33397, {3, 1, 1, 0, 0, 0, 0}} bbox=[1018, 451, 1194, 463]
matrix-cell: {5522, {2, 2, 1, 0, 0, 0, 0}} bbox=[1021, 724, 1191, 736]
result-line bbox=[10, 1337, 1358, 1357]
result-line bbox=[10, 1357, 1358, 1377]
matrix-cell: {52, {4, 1, 1, 2, 0, 0, 0}} bbox=[789, 210, 947, 222]
matrix-cell: {28781, {3, 2, 0, 0, 0, 0, 1}} bbox=[1018, 579, 1194, 591]
matrix-cell: {8313, {4, 2, 0, 0, 0, 0, 1}} bbox=[545, 306, 715, 318]
matrix-cell: {434, {1, 1, 2, 0, 0, 0, 1}} bbox=[314, 1077, 478, 1089]
matrix-cell: {29657, {3, 1, 0, 2, 0, 0, 0}} bbox=[542, 467, 718, 479]
matrix-cell: {120794, {4, 0, 0, 2, 0, 0, 0}} bbox=[777, 274, 959, 286]
matrix-cell: {1, {3, 1, 2, 2, 0, 0, 0}} bbox=[554, 435, 706, 447]
matrix-cell: {1139, {3, 2, 0, 0, 0, 0, 2}} bbox=[311, 531, 481, 543]
matrix-cell: {116, {2, 0, 3, 1, 0, 0, 0}} bbox=[1024, 788, 1188, 800]
result-line-text: {D14, 223848}, {D15, 121676}, {D16, 54211}, {A13, 25548}, {A17, 4395}, {A15, 19316}, {A16, 10369}, {A18, 1400}, {A12, 11538}, {A19, 238}, {A04, 24}}, bbox=[26, 1321, 912, 1332]
matrix-cell: {4, {3, 1, 1, 2, 0, 0, 1}} bbox=[554, 595, 706, 607]
